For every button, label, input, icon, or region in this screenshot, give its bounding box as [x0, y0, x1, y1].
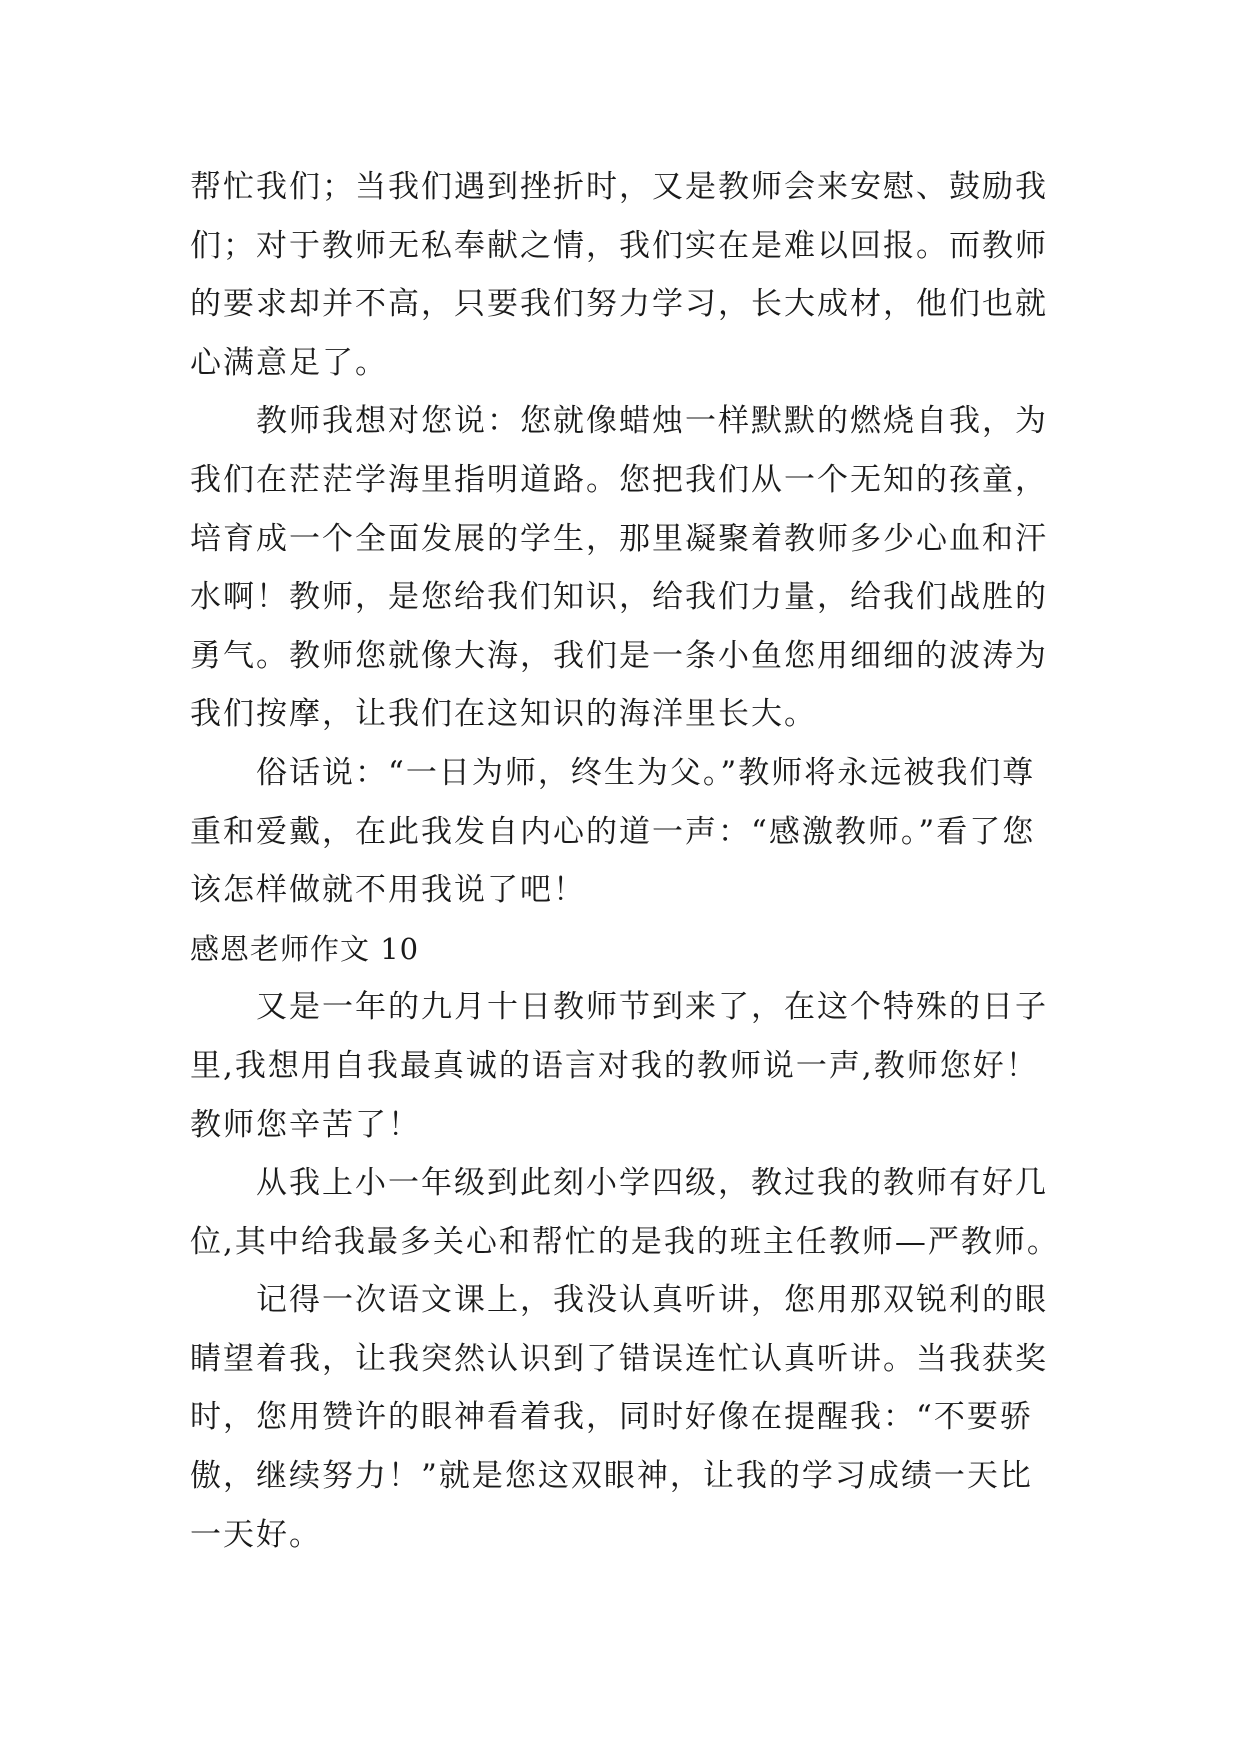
- text-line: 重和爱戴，在此我发自内心的道一声：“感激教师。”看了您: [190, 813, 1036, 850]
- text-line: 培育成一个全面发展的学生，那里凝聚着教师多少心血和汗: [190, 520, 1048, 557]
- text-line: 该怎样做就不用我说了吧！: [190, 872, 586, 909]
- text-line: 心满意足了。: [190, 344, 388, 381]
- text-line: 我们在茫茫学海里指明道路。您把我们从一个无知的孩童，: [190, 461, 1048, 498]
- paragraph-start-line: 教师我想对您说：您就像蜡烛一样默默的燃烧自我，为: [256, 403, 1048, 440]
- text-line: 帮忙我们；当我们遇到挫折时，又是教师会来安慰、鼓励我: [190, 169, 1048, 205]
- document-body: [190, 158, 1060, 1564]
- paragraph-start-line: 从我上小一年级到此刻小学四级，教过我的教师有好几: [256, 1165, 1048, 1202]
- text-line: 位,其中给我最多关心和帮忙的是我的班主任教师—严教师。: [190, 1223, 1060, 1260]
- text-line: 的要求却并不高，只要我们努力学习，长大成材，他们也就: [190, 286, 1048, 323]
- text-line: 里,我想用自我最真诚的语言对我的教师说一声,教师您好！: [190, 1047, 1039, 1084]
- paragraph-start-line: 俗话说：“一日为师，终生为父。”教师将永远被我们尊: [256, 754, 1036, 791]
- section-heading: 感恩老师作文 10: [190, 931, 420, 966]
- text-line: 勇气。教师您就像大海，我们是一条小鱼您用细细的波涛为: [190, 637, 1048, 674]
- text-line: 教师您辛苦了！: [190, 1106, 421, 1143]
- paragraph-start-line: 记得一次语文课上，我没认真听讲，您用那双锐利的眼: [256, 1282, 1048, 1319]
- paragraph-start-line: 又是一年的九月十日教师节到来了，在这个特殊的日子: [256, 989, 1048, 1026]
- text-line: 们；对于教师无私奉献之情，我们实在是难以回报。而教师: [190, 227, 1048, 264]
- text-line: 我们按摩，让我们在这知识的海洋里长大。: [190, 696, 817, 733]
- text-line: 时，您用赞许的眼神看着我，同时好像在提醒我：“不要骄: [190, 1399, 1033, 1436]
- text-line: 睛望着我，让我突然认识到了错误连忙认真听讲。当我获奖: [190, 1340, 1048, 1377]
- text-line: 水啊！教师，是您给我们知识，给我们力量，给我们战胜的: [190, 579, 1048, 616]
- text-line: 傲，继续努力！”就是您这双眼神，让我的学习成绩一天比: [190, 1458, 1033, 1495]
- text-line: 一天好。: [190, 1516, 322, 1553]
